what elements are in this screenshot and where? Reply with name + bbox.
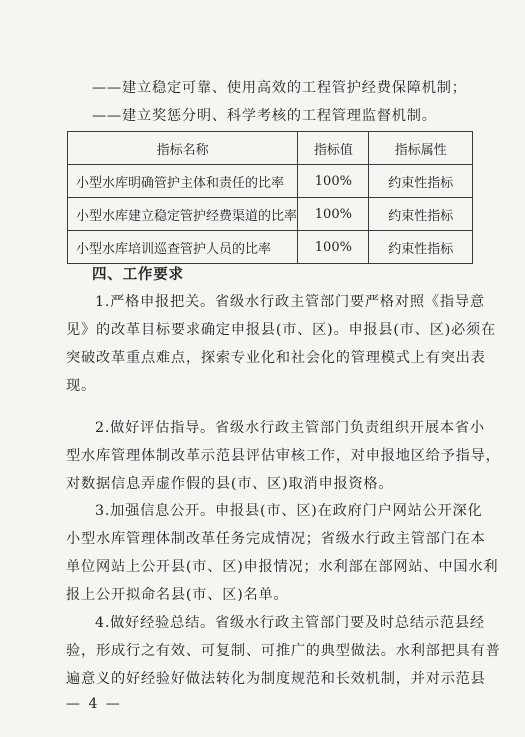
paragraph-line: 现。 [66, 378, 96, 394]
paragraph-line: 1.严格申报把关。省级水行政主管部门要严格对照《指导意 [95, 294, 485, 310]
table-cell-name: 小型水库培训巡查管护人员的比率 [68, 231, 298, 264]
paragraph-line: 验，形成行之有效、可复制、可推广的典型做法。水利部把具有普 [66, 643, 501, 659]
header-indicator-name: 指标名称 [68, 132, 298, 165]
table-cell-value: 100% [298, 198, 369, 231]
goal-line-supervision: ——建立奖惩分明、科学考核的工程管理监督机制。 [92, 108, 437, 124]
paragraph-line: 2.做好评估指导。省级水行政主管部门负责组织开展本省小 [95, 420, 485, 436]
table-cell-attribute: 约束性指标 [369, 198, 473, 231]
paragraph-line: 4.做好经验总结。省级水行政主管部门要及时总结示范县经 [95, 615, 485, 631]
table-cell-attribute: 约束性指标 [369, 231, 473, 264]
table-header-row [68, 132, 473, 165]
table-cell-name: 小型水库明确管护主体和责任的比率 [68, 165, 298, 198]
paragraph-line: 3.加强信息公开。申报县(市、区)在政府门户网站公开深化 [95, 503, 483, 519]
table-row [68, 165, 473, 198]
indicator-table [67, 131, 473, 264]
section-heading: 四、工作要求 [92, 267, 184, 283]
paragraph-line: 对数据信息弄虚作假的县(市、区)取消申报资格。 [66, 476, 394, 492]
table-row [68, 198, 473, 231]
goal-line-funding: ——建立稳定可靠、使用高效的工程管护经费保障机制； [92, 80, 467, 96]
header-indicator-attribute: 指标属性 [369, 132, 473, 165]
paragraph-line: 见》的改革目标要求确定申报县(市、区)。申报县(市、区)必须在 [66, 322, 497, 338]
paragraph-line: 遍意义的好经验好做法转化为制度规范和长效机制，并对示范县 [66, 671, 486, 687]
table-cell-value: 100% [298, 165, 369, 198]
table-cell-name: 小型水库建立稳定管护经费渠道的比率 [68, 198, 298, 231]
page-number: — 4 — [66, 696, 122, 712]
paragraph-line: 小型水库管理体制改革任务完成情况；省级水行政主管部门在本 [66, 531, 486, 547]
paragraph-line: 单位网站上公开县(市、区)申报情况；水利部在部网站、中国水利 [66, 559, 499, 575]
table-cell-attribute: 约束性指标 [369, 165, 473, 198]
paragraph-line: 型水库管理体制改革示范县评估审核工作，对申报地区给予指导， [66, 448, 501, 464]
paragraph-line: 突破改革重点难点，探索专业化和社会化的管理模式上有突出表 [66, 350, 486, 366]
header-indicator-value: 指标值 [298, 132, 369, 165]
table-cell-value: 100% [298, 231, 369, 264]
paragraph-line: 报上公开拟命名县(市、区)名单。 [66, 587, 289, 603]
table-row [68, 231, 473, 264]
